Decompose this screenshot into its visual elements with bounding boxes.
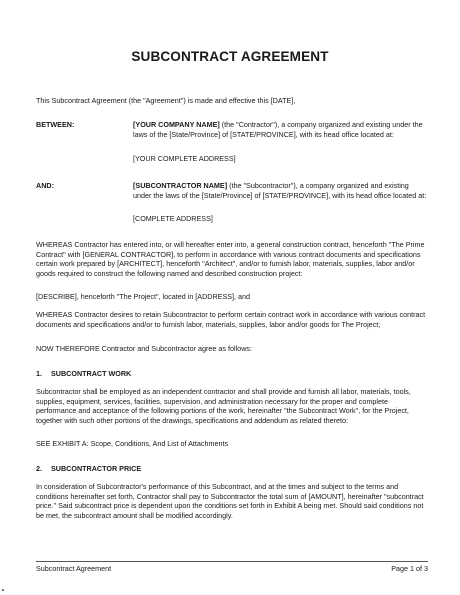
section-2-body: In consideration of Subcontractor's performance of this Subcontract, and at the times and subject to the terms and conditions hereinafter set forth, Contractor shall pay to Subcontractor the total sum of [AMOUNT], hereinafter "subcontract price." Said subcontract price is dependent upon the conditions set forth in Exhibit A being met. Should said conditions not be met, the subcontract amount shall be modified accordingly. [36,482,424,520]
whereas-paragraph-2: WHEREAS Contractor desires to retain Subcontractor to perform certain contract work in accordance with various contract documents and specifications and/or to furnish labor, materials, supplies, labor and/or goods for The Project; [36,310,426,329]
section-1-body: Subcontractor shall be employed as an independent contractor and shall provide and furnish all labor, materials, tools, supplies, equipment, services, facilities, supervision, and administration necessary for the proper and complete performance and acceptance of the following portions of the work, hereinafter "the Subcontract Work", for the Project, together with such other portions of the drawings, specifications and addendum as related thereto: [36,387,411,425]
contractor-address: [YOUR COMPLETE ADDRESS] [133,154,236,163]
therefore-paragraph: NOW THEREFORE Contractor and Subcontractor agree as follows: [36,344,252,353]
footer-divider [36,561,428,562]
section-2-heading [36,464,141,474]
whereas-paragraph-1: WHEREAS Contractor has entered into, or will hereafter enter into, a general construction contract, henceforth "The Prime Contract" with [GENERAL CONTRACTOR], to perform in accordance with various contract documents and specifications certain work prepared by [ARCHITECT], henceforth "Architect", and/or to furnish labor, materials, supplies, labor and/or goods required to construct the following named and described construction project: [36,240,425,278]
section-1-heading [36,369,131,379]
section-2-title: SUBCONTRACTOR PRICE [51,464,142,473]
corner-dot [2,589,4,591]
footer-page-number: Page 1 of 3 [391,564,428,573]
contractor-name: [YOUR COMPANY NAME] [133,120,220,129]
subcontractor-name: [SUBCONTRACTOR NAME] [133,181,228,190]
describe-paragraph: [DESCRIBE], henceforth "The Project", located in [ADDRESS], and [36,292,251,301]
contractor-description [133,120,428,139]
subcontractor-text: (the "Subcontractor"), a company organized and existing under the laws of the [State/Province] of [STATE/PROVINCE], with its head office located at: [133,181,427,200]
section-2-number: 2. [36,464,42,473]
subcontractor-address: [COMPLETE ADDRESS] [133,214,213,223]
subcontractor-description [133,181,428,200]
section-1-title: SUBCONTRACT WORK [51,369,132,378]
footer-document-name: Subcontract Agreement [36,564,112,573]
section-1-number: 1. [36,369,42,378]
intro-paragraph: This Subcontract Agreement (the "Agreement") is made and effective this [DATE], [36,96,296,105]
section-1-exhibit: SEE EXHIBIT A: Scope, Conditions, And List of Attachments [36,439,229,448]
between-label: BETWEEN: [36,120,75,129]
and-label: AND: [36,181,54,190]
document-title: SUBCONTRACT AGREEMENT [131,49,329,64]
contractor-text: (the "Contractor"), a company organized and existing under the laws of the [State/Province] of [STATE/PROVINCE], with its head office located at: [133,120,423,139]
